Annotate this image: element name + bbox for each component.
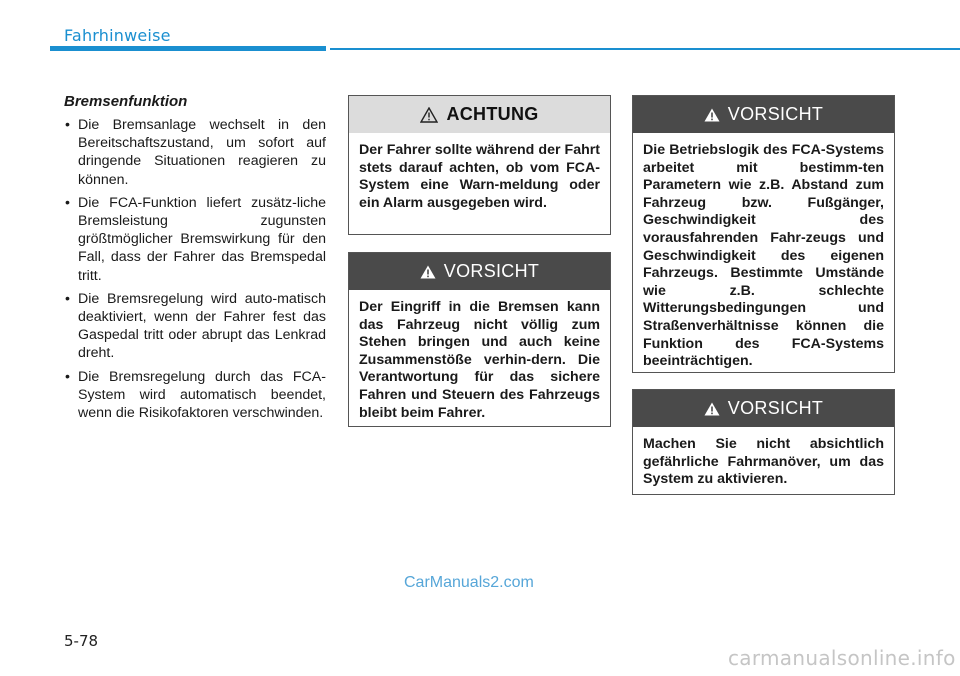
- section-header: Fahrhinweise: [64, 26, 171, 45]
- list-item: • Die Bremsregelung durch das FCA-System wird automatisch beendet, wenn die Risikofaktoren verschwinden.: [64, 368, 326, 423]
- achtung-box: [348, 95, 611, 235]
- warning-filled-icon: [420, 265, 436, 279]
- vorsicht-title: VORSICHT: [727, 104, 824, 124]
- vorsicht-box: [632, 389, 895, 495]
- vorsicht-text: Der Eingriff in die Bremsen kann das Fahrzeug nicht völlig zum Stehen bringen und auch keine Zusammenstöße verhin-dern. Die Verantwortung für das sichere Fahren und Steuern des Fahrzeugs bleibt beim Fahrer.: [359, 299, 600, 421]
- warning-filled-icon: [704, 402, 720, 416]
- achtung-text: Der Fahrer sollte während der Fahrt stets darauf achten, ob vom FCA-System eine Warn-meldung oder ein Alarm ausgegeben wird.: [359, 142, 600, 211]
- vorsicht-text: Die Betriebslogik des FCA-Systems arbeitet mit bestimm-ten Parametern wie z.B. Abstand zum Fahrzeug bzw. Fußgänger, Geschwindigkeit des vorausfahrenden Fahr-zeugs und Geschwindigkeit des eigenen Fahrzeugs. Bestimmte Umstände wie z.B. schlechte Witterungsbedingungen und Straßenverhältnisse können die Funktion des FCA-Systems beeinträchtigen.: [643, 142, 884, 370]
- section-title: Bremsenfunktion: [64, 93, 188, 110]
- watermark-link[interactable]: CarManuals2.com: [404, 574, 534, 591]
- vorsicht-header: [633, 390, 894, 427]
- main-text-column: [64, 93, 326, 427]
- list-item: • Die Bremsanlage wechselt in den Bereitschaftszustand, um sofort auf dringende Situationen reagieren zu können.: [64, 116, 326, 189]
- vorsicht-header: [633, 96, 894, 133]
- achtung-header: [349, 96, 610, 133]
- warning-outline-icon: [420, 107, 438, 123]
- list-item: • Die Bremsregelung wird auto-matisch deaktiviert, wenn der Fahrer fest das Gaspedal tritt oder abrupt das Lenkrad dreht.: [64, 290, 326, 363]
- header-rule-accent: [50, 46, 326, 51]
- vorsicht-box: [632, 95, 895, 373]
- achtung-title: ACHTUNG: [446, 104, 539, 124]
- warning-filled-icon: [704, 108, 720, 122]
- header-rule: [330, 48, 960, 50]
- footer-watermark: carmanualsonline.info: [728, 646, 956, 670]
- vorsicht-box: [348, 252, 611, 427]
- list-item: • Die FCA-Funktion liefert zusätz-liche Bremsleistung zugunsten größtmöglicher Bremswirkung für den Fall, dass der Fahrer das Bremspedal tritt.: [64, 194, 326, 285]
- vorsicht-text: Machen Sie nicht absichtlich gefährliche Fahrmanöver, um das System zu aktivieren.: [643, 436, 884, 488]
- vorsicht-header: [349, 253, 610, 290]
- bullet-list: [64, 116, 326, 422]
- vorsicht-title: VORSICHT: [443, 261, 540, 281]
- vorsicht-title: VORSICHT: [727, 398, 824, 418]
- page-number: 5-78: [64, 632, 99, 650]
